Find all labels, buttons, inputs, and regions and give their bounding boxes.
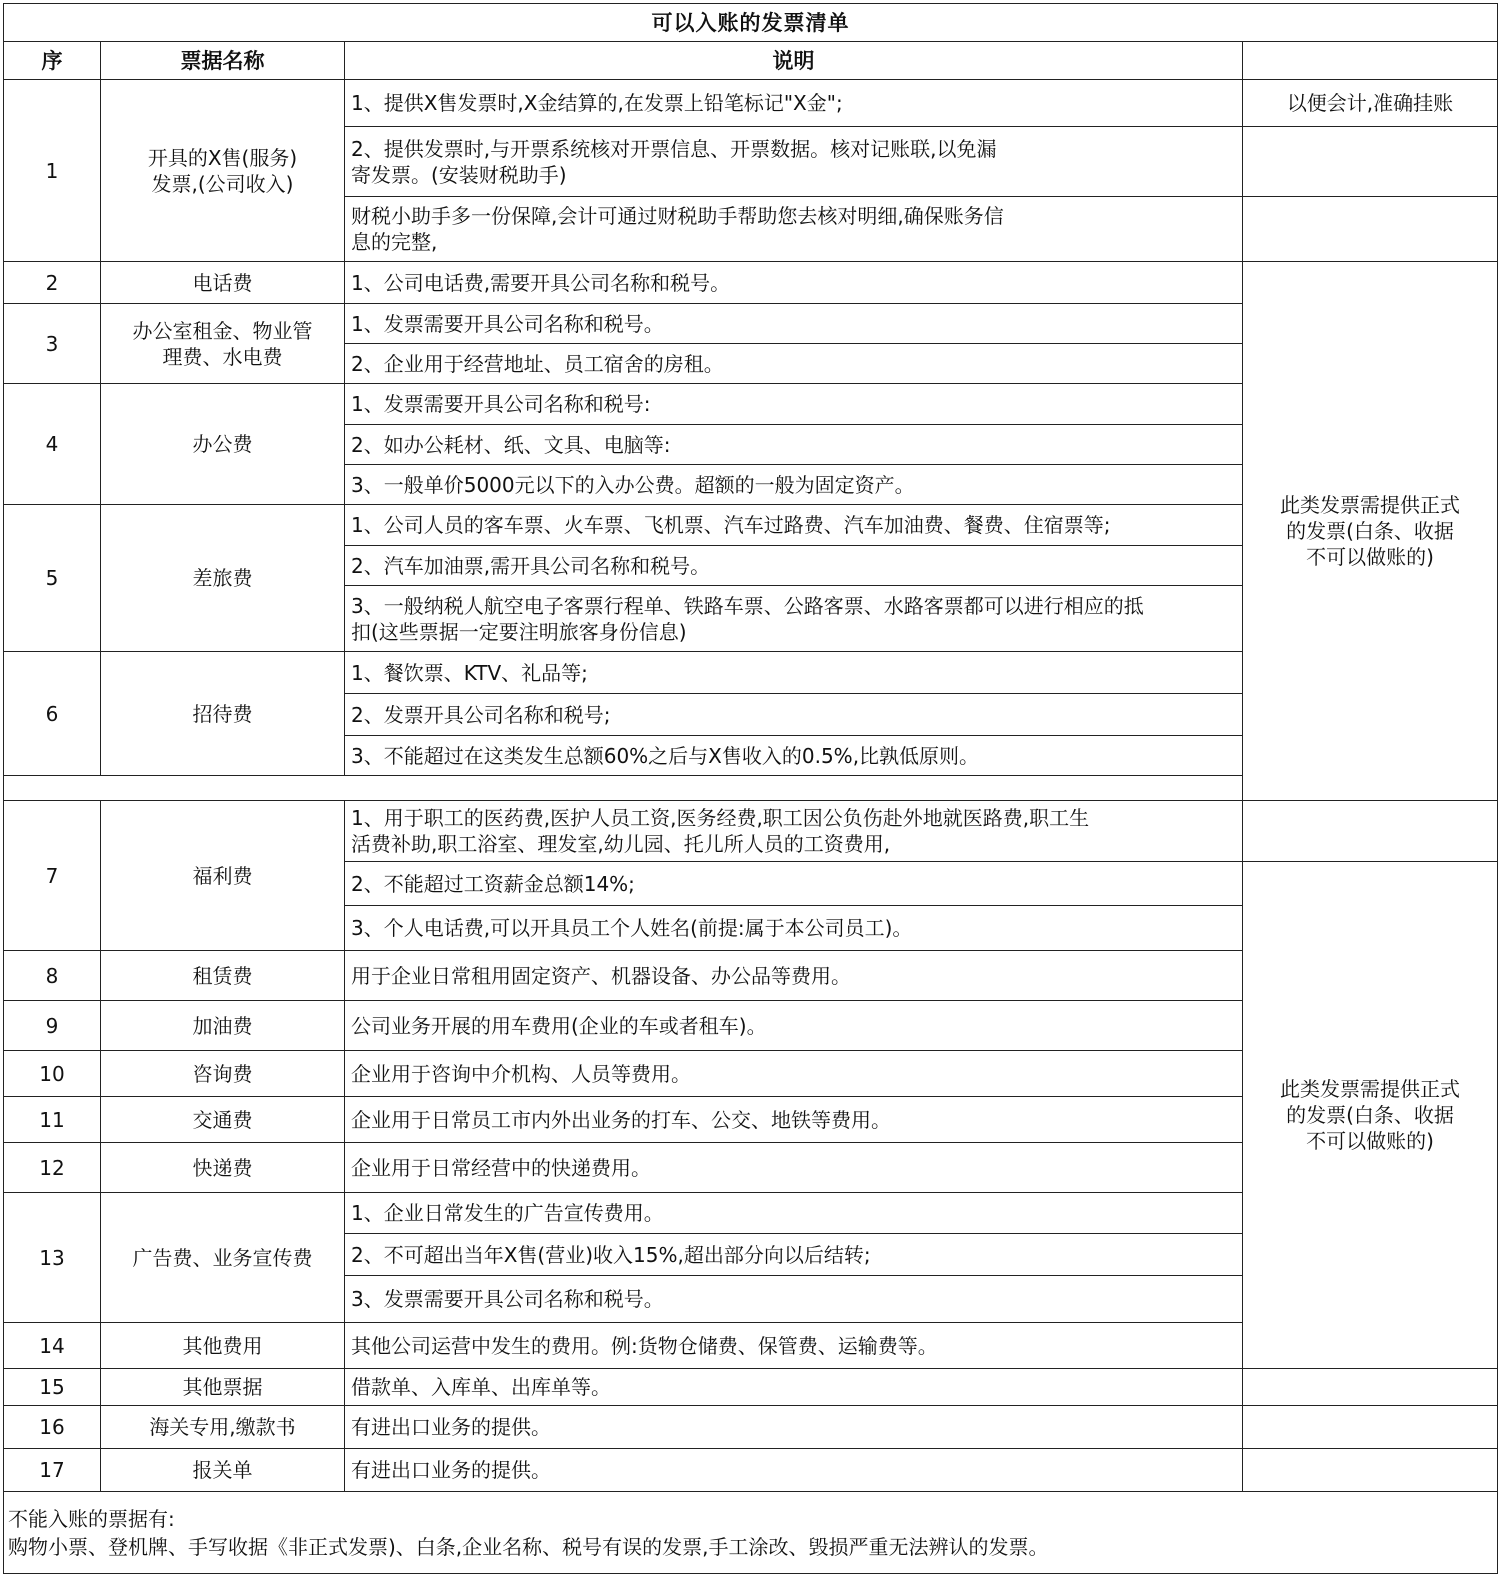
- row-name: 开具的X售(服务) 发票,(公司收入): [101, 80, 345, 262]
- row-seq: 17: [4, 1449, 101, 1492]
- table-row: [4, 1449, 1498, 1492]
- row-desc: 1、发票需要开具公司名称和税号:: [345, 384, 1243, 425]
- row-desc: 其他公司运营中发生的费用。例:货物仓储费、保管费、运输费等。: [345, 1323, 1243, 1369]
- gap-row: [4, 776, 1498, 801]
- row-desc: 公司业务开展的用车费用(企业的车或者租车)。: [345, 1001, 1243, 1051]
- row-desc: 财税小助手多一份保障,会计可通过财税助手帮助您去核对明细,确保账务信 息的完整,: [345, 197, 1243, 262]
- row-desc: 3、一般单价5000元以下的入办公费。超额的一般为固定资产。: [345, 465, 1243, 505]
- row-seq: 1: [4, 80, 101, 262]
- row-desc: 2、发票开具公司名称和税号;: [345, 694, 1243, 736]
- row-desc: 1、发票需要开具公司名称和税号。: [345, 304, 1243, 344]
- row-name: 福利费: [101, 801, 345, 951]
- row-desc: 企业用于日常员工市内外出业务的打车、公交、地铁等费用。: [345, 1097, 1243, 1143]
- row-note-empty: [1243, 1406, 1498, 1449]
- row-desc: 1、提供X售发票时,X金结算的,在发票上铅笔标记"X金";: [345, 80, 1243, 127]
- row-seq: 2: [4, 262, 101, 304]
- row-name: 快递费: [101, 1143, 345, 1193]
- header-row: [4, 42, 1498, 80]
- row-desc: 3、个人电话费,可以开具员工个人姓名(前提:属于本公司员工)。: [345, 906, 1243, 951]
- row-seq: 16: [4, 1406, 101, 1449]
- row-seq: 14: [4, 1323, 101, 1369]
- row-seq: 9: [4, 1001, 101, 1051]
- row-seq: 5: [4, 505, 101, 652]
- row-name: 其他费用: [101, 1323, 345, 1369]
- row-seq: 4: [4, 384, 101, 505]
- row-desc: 借款单、入库单、出库单等。: [345, 1369, 1243, 1406]
- invoice-list-sheet: [3, 3, 1497, 1574]
- row-desc: 3、一般纳税人航空电子客票行程单、铁路车票、公路客票、水路客票都可以进行相应的抵 扣(这些票据一定要注明旅客身份信息): [345, 586, 1243, 652]
- row-desc: 2、不可超出当年X售(营业)收入15%,超出部分向以后结转;: [345, 1234, 1243, 1276]
- row-desc: 3、发票需要开具公司名称和税号。: [345, 1276, 1243, 1323]
- header-seq: 序: [4, 42, 101, 80]
- row-note-empty: [1243, 1369, 1498, 1406]
- row-desc: 有进出口业务的提供。: [345, 1449, 1243, 1492]
- row-desc: 2、提供发票时,与开票系统核对开票信息、开票数据。核对记账联,以免漏 寄发票。(安装财税助手): [345, 127, 1243, 197]
- row-seq: 13: [4, 1193, 101, 1323]
- row-seq: 8: [4, 951, 101, 1001]
- header-extra: [1243, 42, 1498, 80]
- row-desc: 企业用于日常经营中的快递费用。: [345, 1143, 1243, 1193]
- table-row: [4, 262, 1498, 304]
- row-name: 差旅费: [101, 505, 345, 652]
- row-desc: 1、餐饮票、KTV、礼品等;: [345, 652, 1243, 694]
- table-row: [4, 1406, 1498, 1449]
- row-desc: 2、企业用于经营地址、员工宿舍的房租。: [345, 344, 1243, 384]
- row-note-empty: [1243, 1449, 1498, 1492]
- row-desc: 用于企业日常租用固定资产、机器设备、办公品等费用。: [345, 951, 1243, 1001]
- row-seq: 10: [4, 1051, 101, 1097]
- footer-row: [4, 1492, 1498, 1574]
- row-desc: 3、不能超过在这类发生总额60%之后与X售收入的0.5%,比孰低原则。: [345, 736, 1243, 776]
- row-note-empty: [1243, 197, 1498, 262]
- row-desc: 2、不能超过工资薪金总额14%;: [345, 862, 1243, 906]
- table-row: [4, 80, 1498, 127]
- gap-cell: [4, 776, 1498, 801]
- row-desc: 1、公司人员的客车票、火车票、飞机票、汽车过路费、汽车加油费、餐费、住宿票等;: [345, 505, 1243, 546]
- invoice-table: [3, 3, 1498, 1574]
- row-name: 咨询费: [101, 1051, 345, 1097]
- row-seq: 7: [4, 801, 101, 951]
- row-name: 加油费: [101, 1001, 345, 1051]
- row-note: 以便会计,准确挂账: [1243, 80, 1498, 127]
- row-name: 其他票据: [101, 1369, 345, 1406]
- row-desc: 2、如办公耗材、纸、文具、电脑等:: [345, 425, 1243, 465]
- row-name: 海关专用,缴款书: [101, 1406, 345, 1449]
- group-note-b: 此类发票需提供正式 的发票(白条、收据 不可以做账的): [1243, 862, 1498, 1369]
- table-row: [4, 1369, 1498, 1406]
- row-name: 电话费: [101, 262, 345, 304]
- row-name: 广告费、业务宣传费: [101, 1193, 345, 1323]
- row-desc: 1、公司电话费,需要开具公司名称和税号。: [345, 262, 1243, 304]
- row-seq: 3: [4, 304, 101, 384]
- row-name: 办公室租金、物业管 理费、水电费: [101, 304, 345, 384]
- row-name: 办公费: [101, 384, 345, 505]
- row-desc: 2、汽车加油票,需开具公司名称和税号。: [345, 546, 1243, 586]
- row-name: 租赁费: [101, 951, 345, 1001]
- table-title: 可以入账的发票清单: [4, 4, 1498, 42]
- group-note-a: 此类发票需提供正式 的发票(白条、收据 不可以做账的): [1243, 262, 1498, 801]
- row-note-empty: [1243, 801, 1498, 862]
- row-desc: 1、企业日常发生的广告宣传费用。: [345, 1193, 1243, 1234]
- footer-note: 不能入账的票据有: 购物小票、登机牌、手写收据《非正式发票)、白条,企业名称、税号有误的发票,手工涂改、毁损严重无法辨认的发票。: [4, 1492, 1498, 1574]
- header-name: 票据名称: [101, 42, 345, 80]
- row-name: 交通费: [101, 1097, 345, 1143]
- row-desc: 企业用于咨询中介机构、人员等费用。: [345, 1051, 1243, 1097]
- title-row: [4, 4, 1498, 42]
- row-seq: 15: [4, 1369, 101, 1406]
- header-desc: 说明: [345, 42, 1243, 80]
- row-seq: 11: [4, 1097, 101, 1143]
- row-seq: 6: [4, 652, 101, 776]
- row-name: 报关单: [101, 1449, 345, 1492]
- table-row: [4, 801, 1498, 862]
- row-desc: 有进出口业务的提供。: [345, 1406, 1243, 1449]
- row-desc: 1、用于职工的医药费,医护人员工资,医务经费,职工因公负伤赴外地就医路费,职工生 活费补助,职工浴室、理发室,幼儿园、托儿所人员的工资费用,: [345, 801, 1243, 862]
- row-note-empty: [1243, 127, 1498, 197]
- row-seq: 12: [4, 1143, 101, 1193]
- row-name: 招待费: [101, 652, 345, 776]
